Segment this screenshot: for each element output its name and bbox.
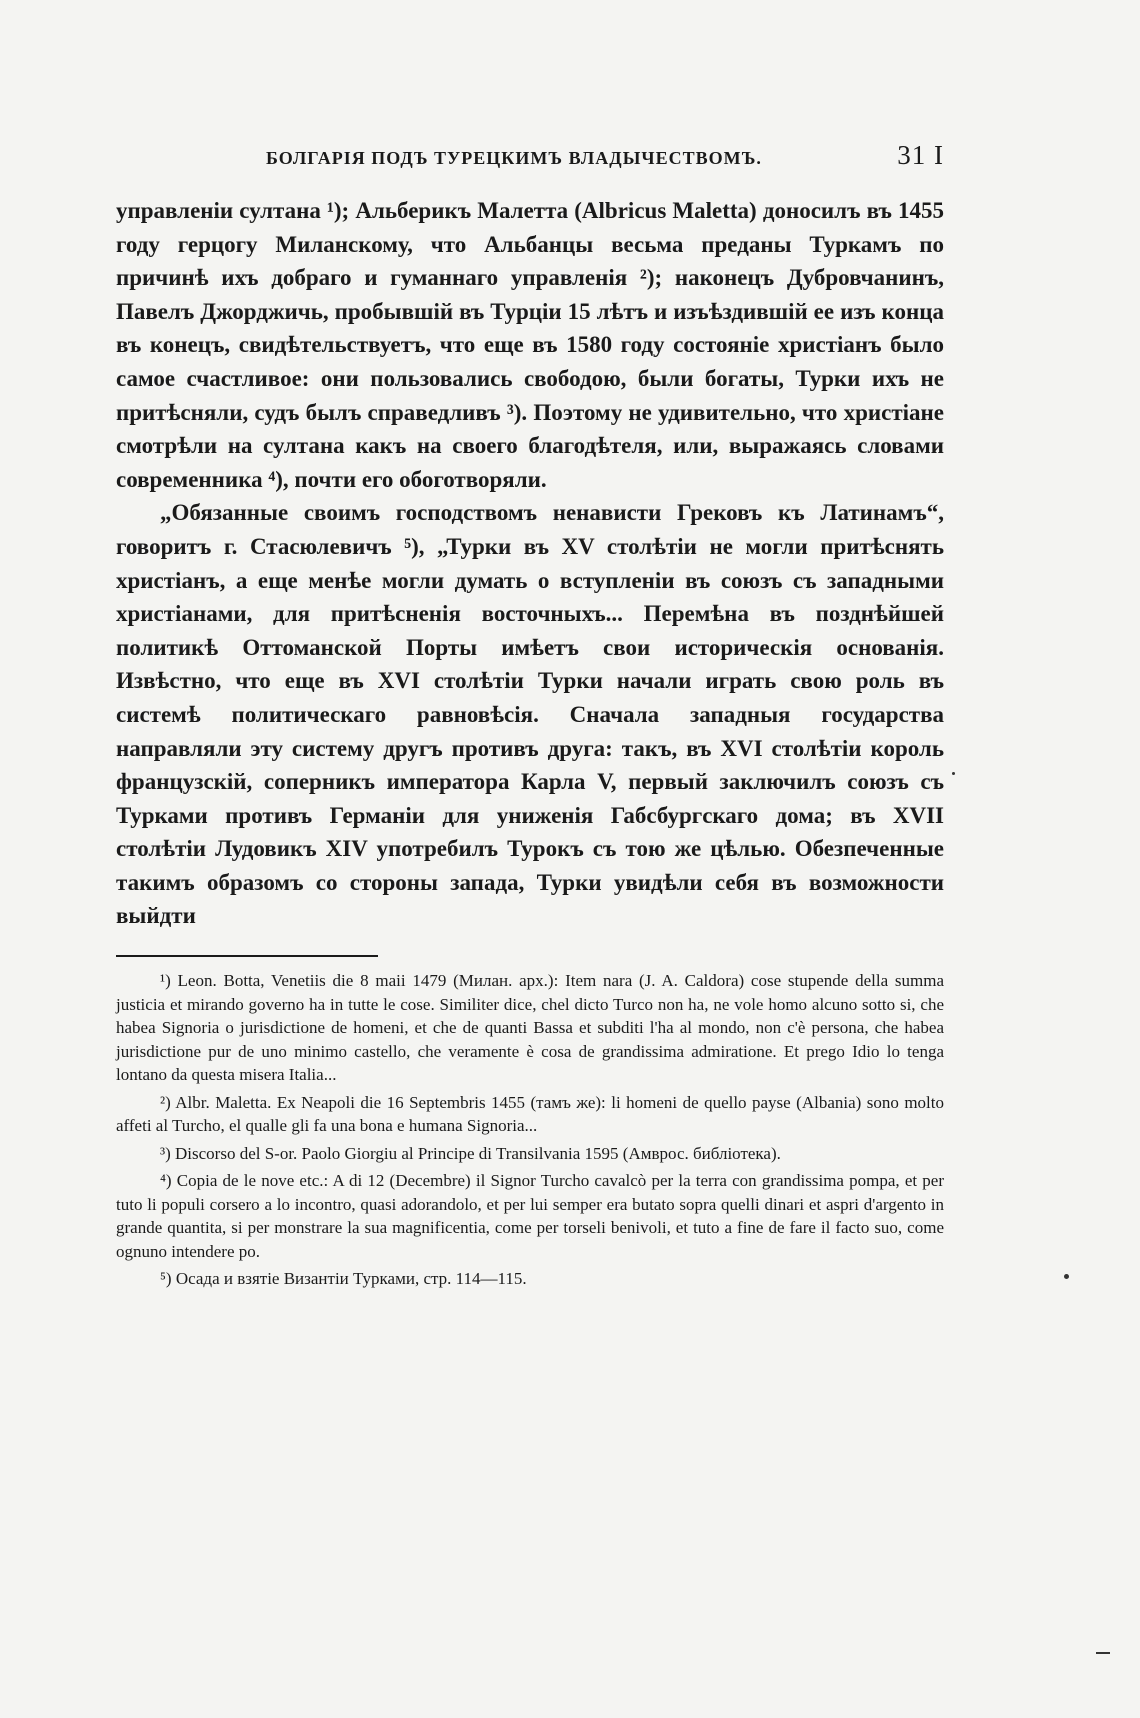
running-title: БОЛГАРІЯ ПОДЪ ТУРЕЦКИМЪ ВЛАДЫЧЕСТВОМЪ. [266,148,762,168]
body-text [116,194,944,933]
running-head [116,140,944,180]
body-paragraph: управленіи султана ¹); Альберикъ Малетта (Albricus Maletta) доносилъ въ 1455 году герцогу Миланскому, что Альбанцы весьма преданы Туркамъ по причинѣ ихъ добраго и гуманнаго управленія ²); наконецъ Дубровчанинъ, Павелъ Джорджичь, пробывшій въ Турціи 15 лѣтъ и изъѣздившій ее изъ конца въ конецъ, свидѣтельствуетъ, что еще въ 1580 году состояніе христіанъ было самое счастливое: они пользовались свободою, были богаты, Турки ихъ не притѣсняли, судъ былъ справедливъ ³). Поэтому не удивительно, что христіане смотрѣли на султана какъ на своего благодѣтеля, или, выражаясь словами современника ⁴), почти его обоготворяли. [116,198,944,492]
footnote: ⁵) Осада и взятіе Византіи Турками, стр. 114—115. [160,1269,527,1289]
scan-speck [1064,1274,1069,1279]
footnote-separator [116,955,378,957]
page-number: 31 I [897,140,944,170]
footnote: ²) Albr. Maletta. Ex Neapoli die 16 Septembris 1455 (тамъ же): li homeni de quello payse (Albania) sono molto affeti al Turcho, el qualle gli fa una bona e humana Signoria... [116,1092,944,1136]
footnote: ⁴) Copia de le nove etc.: A di 12 (Decembre) il Signor Turcho cavalcò per la terra con grandissima pompa, et per tuto li populi corsero a lo incontro, quasi adorandolo, et per lui semper era butato sopra quelli dinari et aspri d'argento in grande quantita, si per monstrare la sua magnificentia, come per torseli benivoli, et tuto a fine de fare il facto suo, come ognuno intendere po. [116,1171,944,1261]
footnote: ¹) Leon. Botta, Venetiis die 8 maii 1479 (Милан. арх.): Item nara (J. A. Caldora) cose stupende della summa justicia et mirando governo ha in tutte le cose. Similiter dice, chel dicto Turco non ha, ne vole homo alcuno sotto si, che habea Signoria o jurisdictione de homeni, et che de quanti Bassa et subditi l'ha al mondo, non c'è persona, che habea jurisdictione pur de uno minimo castello, che veramente è cosa de grandissima admiratione. Et prego Idio lo tenga lontano da questa misera Italia... [116,971,944,1085]
footnotes [116,969,944,1291]
scan-speck [952,772,955,775]
book-page [116,140,944,1295]
body-paragraph: „Обязанные своимъ господствомъ ненависти Грековъ къ Латинамъ“, говоритъ г. Стасюлевичъ ⁵), „Турки въ XV столѣтіи не могли притѣснять христіанъ, а еще менѣе могли думать о вступленіи въ союзъ съ западными христіанами, для притѣсненія восточныхъ... Перемѣна въ позднѣйшей политикѣ Оттоманской Порты имѣетъ свои историческія основанія. Извѣстно, что еще въ XVI столѣтіи Турки начали играть свою роль въ системѣ политическаго равновѣсія. Сначала западныя государства направляли эту систему другъ противъ друга: такъ, въ XVI столѣтіи король французскій, соперникъ императора Карла V, первый заключилъ союзъ съ Турками противъ Германіи для униженія Габсбургскаго дома; въ XVII столѣтіи Лудовикъ XIV употребилъ Турокъ съ тою же цѣлью. Обезпеченные такимъ образомъ со стороны запада, Турки увидѣли себя въ возможности выйдти [116,500,944,929]
scan-speck [1096,1652,1110,1654]
footnote: ³) Discorso del S-or. Paolo Giorgiu al Principe di Transilvania 1595 (Амврос. библіотека). [160,1143,781,1163]
